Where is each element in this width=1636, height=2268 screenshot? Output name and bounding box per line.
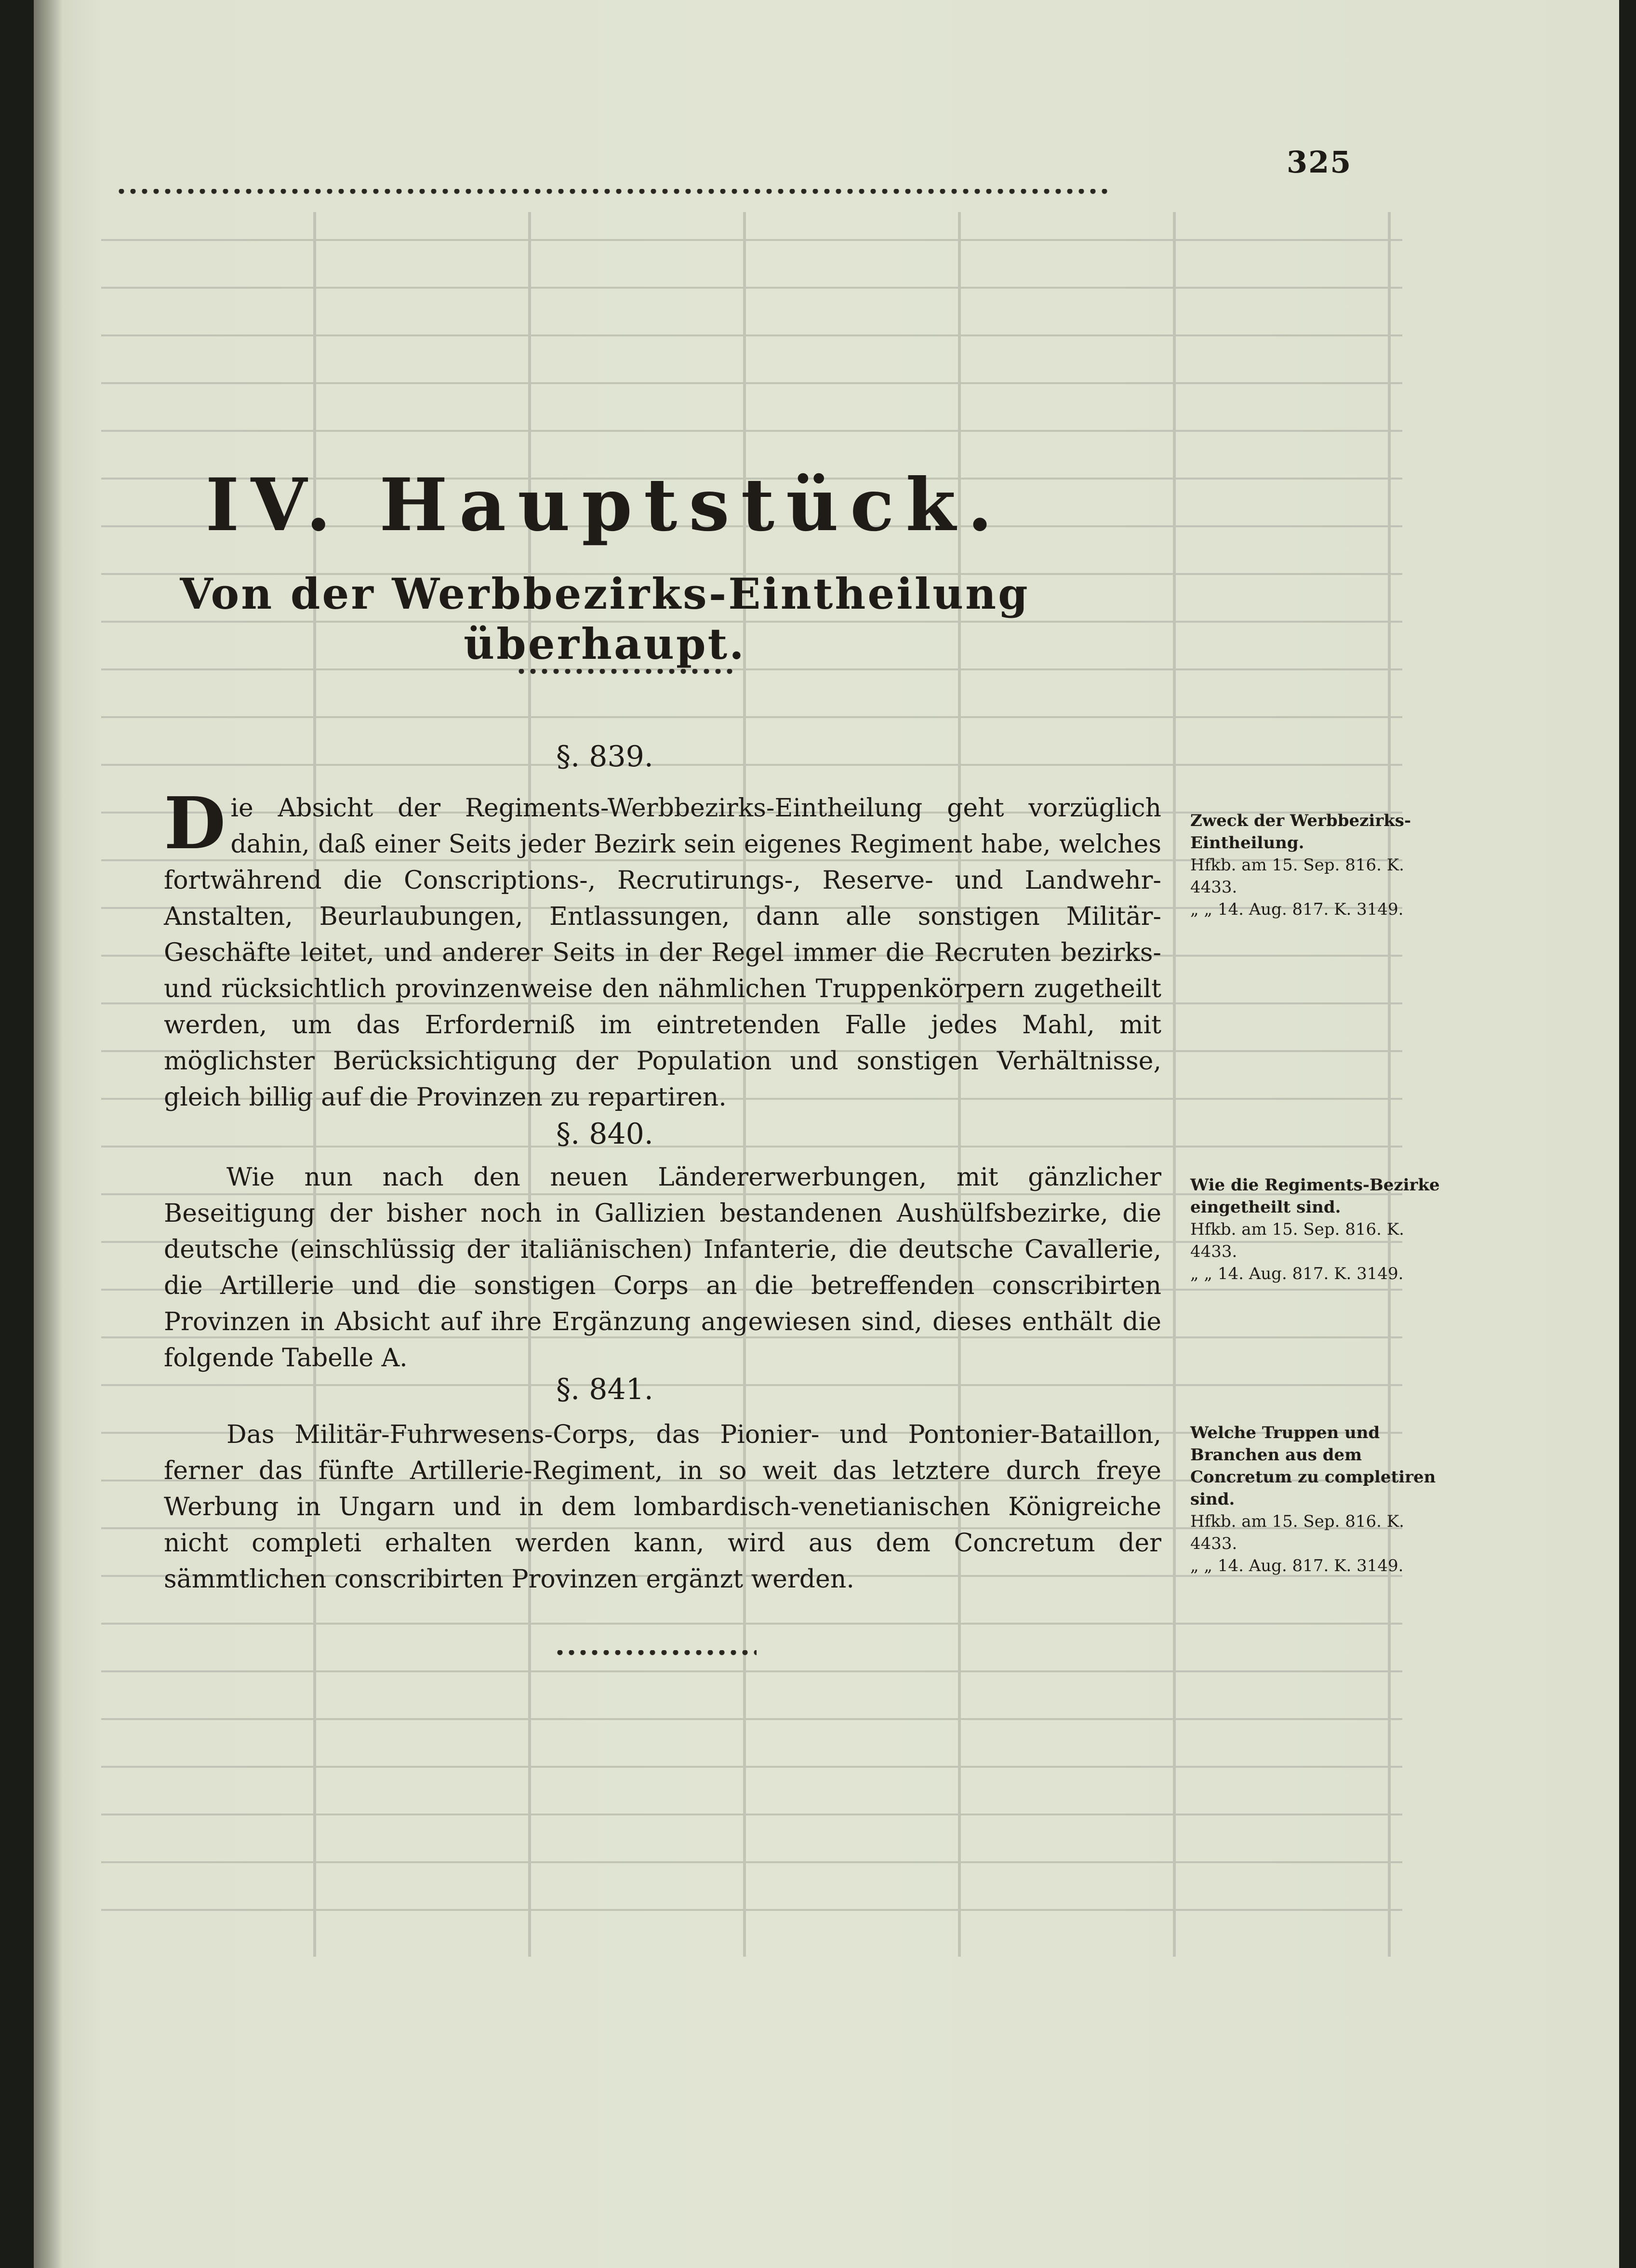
section-text: ie Absicht der Regiments-Werbbezirks-Eintheilung geht vorzüglich dahin, daß einer Seits jeder Bezirk sein eigenes Regiment habe, welches fortwährend die Conscriptions-, Recrutirungs-, Reserve- und Landwehr-Anstalten, Beurlaubungen, Entlassungen, dann alle sonstigen Militär-Geschäfte leitet, und anderer Seits in der Regel immer die Recruten bezirks- und rücksichtlich provinzenweise den nähmlichen Truppenkörpern zugetheilt werden, um das Erforderniß im eintretenden Falle jedes Mahl, mit möglichster Berücksichtigung der Population und sonstigen Verhältnisse, gleich billig auf die Provinzen zu repartiren. <box>164 794 1161 1112</box>
margin-note-ref: „ „ 14. Aug. 817. K. 3149. <box>1190 1556 1404 1575</box>
margin-note-ref: Hfkb. am 15. Sep. 816. K. 4433. <box>1190 1512 1404 1553</box>
margin-note-lead: Zweck der Werbbezirks-Eintheilung. <box>1190 811 1411 853</box>
end-rule <box>554 1650 757 1664</box>
chapter-title: IV. Hauptstück. <box>205 463 1004 547</box>
margin-note-lead: Wie die Regiments-Bezirke eingetheilt sind. <box>1190 1175 1440 1217</box>
section-heading: §. 839. <box>556 740 653 774</box>
section-body <box>164 1160 1161 1376</box>
margin-note-ref: „ „ 14. Aug. 817. K. 3149. <box>1190 1264 1404 1283</box>
margin-note <box>1190 1422 1441 1577</box>
margin-note-ref: Hfkb. am 15. Sep. 816. K. 4433. <box>1190 1220 1404 1261</box>
margin-note-ref: „ „ 14. Aug. 817. K. 3149. <box>1190 900 1404 919</box>
margin-note <box>1190 1174 1441 1285</box>
margin-note <box>1190 810 1441 921</box>
header-rule <box>116 189 1113 202</box>
title-rule <box>516 669 737 682</box>
section-body <box>164 1417 1161 1598</box>
section-heading: §. 841. <box>556 1373 653 1406</box>
book-page <box>34 0 1619 2268</box>
page-number: 325 <box>1287 145 1352 180</box>
section-text: Das Militär-Fuhrwesens-Corps, das Pionier- und Pontonier-Bataillon, ferner das fünfte Artillerie-Regiment, in so weit das letztere durch freye Werbung in Ungarn und in dem lombardisch-venetianischen Königreiche nicht completi erhalten werden kann, wird aus dem Concretum der sämmtlichen conscribirten Provinzen ergänzt werden. <box>164 1420 1161 1594</box>
section-body <box>164 781 1161 1116</box>
margin-note-lead: Welche Truppen und Branchen aus dem Concretum zu completiren sind. <box>1190 1423 1436 1509</box>
chapter-subtitle: Von der Werbbezirks-Eintheilung überhaupt. <box>180 569 1030 669</box>
margin-note-ref: Hfkb. am 15. Sep. 816. K. 4433. <box>1190 855 1404 897</box>
drop-cap: D <box>164 781 226 865</box>
section-heading: §. 840. <box>556 1117 653 1151</box>
section-text: Wie nun nach den neuen Ländererwerbungen, mit gänzlicher Beseitigung der bisher noch in Gallizien bestandenen Aushülfsbezirke, die deutsche (einschlüssig der italiänischen) Infanterie, die deutsche Cavallerie, die Artillerie und die sonstigen Corps an die betreffenden conscribirten Provinzen in Absicht auf ihre Ergänzung angewiesen sind, dieses enthält die folgende Tabelle A. <box>164 1163 1161 1373</box>
